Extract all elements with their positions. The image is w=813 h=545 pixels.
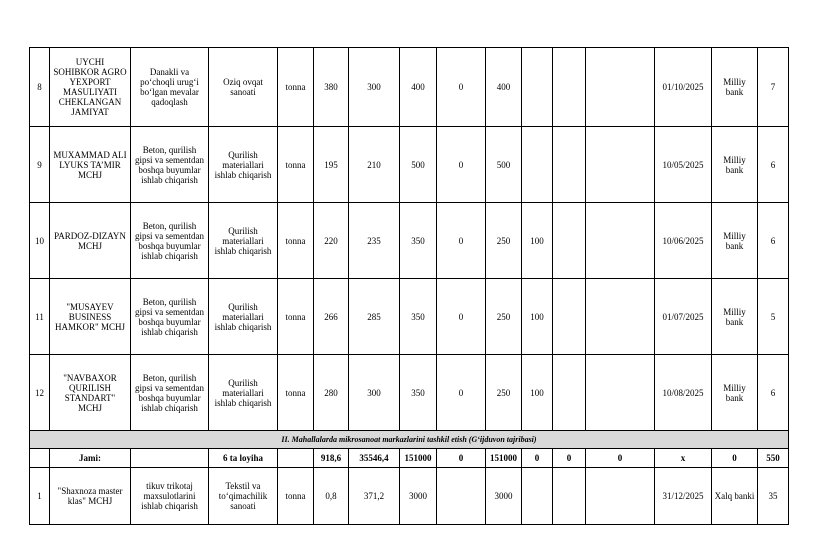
total-cell: 0 (553, 449, 586, 468)
table-row (30, 279, 813, 355)
own-funds: 0 (437, 203, 486, 279)
unit: tonna (278, 279, 314, 355)
own-funds: 0 (437, 127, 486, 203)
unit: tonna (278, 203, 314, 279)
row-number: 12 (30, 355, 50, 431)
value: 300 (349, 48, 400, 127)
row-number: 11 (30, 279, 50, 355)
unit: tonna (278, 127, 314, 203)
unit: tonna (278, 468, 314, 525)
bank-credit: 500 (486, 127, 522, 203)
total-other-funds: 0 (522, 449, 553, 468)
bank-credit: 3000 (486, 468, 522, 525)
activity: Beton, qurilish gipsi va sementdan boshqa buyumlar ishlab chiqarish (131, 127, 209, 203)
table-row (30, 127, 813, 203)
total-cell (278, 449, 314, 468)
row-number: 8 (30, 48, 50, 127)
company-name: "Shaxnoza master klas" MCHJ (50, 468, 131, 525)
company-name: UYCHI SOHIBKOR AGRO YEXPORT MASULIYATI CHEKLANGAN JAMIYAT (50, 48, 131, 127)
activity: Beton, qurilish gipsi va sementdan boshqa buyumlar ishlab chiqarish (131, 203, 209, 279)
blank-cell (553, 355, 586, 431)
blank-cell (586, 468, 655, 525)
unit: tonna (278, 48, 314, 127)
total-row (30, 449, 813, 468)
total-value: 35546,4 (349, 449, 400, 468)
jobs: 6 (758, 203, 789, 279)
blank-cell (586, 279, 655, 355)
company-name: MUXAMMAD ALI LYUKS TA’MIR MCHJ (50, 127, 131, 203)
project-cost: 500 (400, 127, 437, 203)
table-row (30, 355, 813, 431)
activity: tikuv trikotaj maxsulotlarini ishlab chiqarish (131, 468, 209, 525)
value: 235 (349, 203, 400, 279)
company-name: "MUSAYEV BUSINESS HAMKOR" MCHJ (50, 279, 131, 355)
capacity: 220 (314, 203, 349, 279)
jobs: 7 (758, 48, 789, 127)
sector: Qurilish materiallari ishlab chiqarish (209, 127, 278, 203)
capacity: 195 (314, 127, 349, 203)
sector: Qurilish materiallari ishlab chiqarish (209, 203, 278, 279)
value: 285 (349, 279, 400, 355)
capacity: 380 (314, 48, 349, 127)
total-cell: 0 (586, 449, 655, 468)
total-project-cost: 151000 (400, 449, 437, 468)
bank-name: Milliy bank (712, 279, 758, 355)
bank-name: Milliy bank (712, 127, 758, 203)
capacity: 0,8 (314, 468, 349, 525)
report-table (29, 47, 813, 525)
total-jobs: 550 (758, 449, 789, 468)
blank-cell (553, 48, 586, 127)
launch-date: 10/06/2025 (655, 203, 712, 279)
total-date: x (655, 449, 712, 468)
other-funds (522, 48, 553, 127)
bank-credit: 250 (486, 355, 522, 431)
launch-date: 31/12/2025 (655, 468, 712, 525)
blank-cell (553, 127, 586, 203)
total-bank-credit: 151000 (486, 449, 522, 468)
launch-date: 10/08/2025 (655, 355, 712, 431)
blank-cell (586, 203, 655, 279)
total-capacity: 918,6 (314, 449, 349, 468)
blank-cell (586, 127, 655, 203)
other-funds: 100 (522, 355, 553, 431)
blank-cell (586, 48, 655, 127)
table-row (30, 203, 813, 279)
value: 210 (349, 127, 400, 203)
sector: Qurilish materiallari ishlab chiqarish (209, 355, 278, 431)
sector: Qurilish materiallari ishlab chiqarish (209, 279, 278, 355)
activity: Beton, qurilish gipsi va sementdan boshqa buyumlar ishlab chiqarish (131, 355, 209, 431)
jobs: 6 (758, 127, 789, 203)
bank-name: Xalq banki (712, 468, 758, 525)
activity: Danakli va po‘choqli urug‘i bo‘lgan mevalar qadoqlash (131, 48, 209, 127)
blank-cell (553, 468, 586, 525)
blank-cell (30, 449, 50, 468)
bank-name: Milliy bank (712, 355, 758, 431)
row-number: 10 (30, 203, 50, 279)
project-cost: 350 (400, 355, 437, 431)
blank-cell (553, 203, 586, 279)
other-funds (522, 127, 553, 203)
value: 300 (349, 355, 400, 431)
unit: tonna (278, 355, 314, 431)
section-header-row (30, 431, 813, 449)
sector: Tekstil va to‘qimachilik sanoati (209, 468, 278, 525)
table-row (30, 48, 813, 127)
total-label: Jami: (50, 449, 131, 468)
company-name: PARDOZ-DIZAYN MCHJ (50, 203, 131, 279)
jobs: 35 (758, 468, 789, 525)
bank-name: Milliy bank (712, 203, 758, 279)
own-funds: 0 (437, 355, 486, 431)
total-cell (131, 449, 209, 468)
sector: Oziq ovqat sanoati (209, 48, 278, 127)
capacity: 266 (314, 279, 349, 355)
section-title: II. Mahallalarda mikrosanoat markazlarini tashkil etish (G‘ijduvon tajribasi) (30, 431, 789, 449)
row-number: 1 (30, 468, 50, 525)
project-cost: 400 (400, 48, 437, 127)
jobs: 6 (758, 355, 789, 431)
own-funds: 0 (437, 48, 486, 127)
project-cost: 3000 (400, 468, 437, 525)
own-funds (437, 468, 486, 525)
company-name: "NAVBAXOR QURILISH STANDART" MCHJ (50, 355, 131, 431)
other-funds: 100 (522, 279, 553, 355)
table-row (30, 468, 813, 525)
value: 371,2 (349, 468, 400, 525)
jobs: 5 (758, 279, 789, 355)
total-project-count: 6 ta loyiha (209, 449, 278, 468)
capacity: 280 (314, 355, 349, 431)
project-cost: 350 (400, 203, 437, 279)
blank-cell (586, 355, 655, 431)
bank-credit: 250 (486, 203, 522, 279)
total-bank: 0 (712, 449, 758, 468)
bank-credit: 250 (486, 279, 522, 355)
launch-date: 01/10/2025 (655, 48, 712, 127)
launch-date: 01/07/2025 (655, 279, 712, 355)
total-own-funds: 0 (437, 449, 486, 468)
blank-cell (553, 279, 586, 355)
bank-name: Milliy bank (712, 48, 758, 127)
activity: Beton, qurilish gipsi va sementdan boshqa buyumlar ishlab chiqarish (131, 279, 209, 355)
own-funds: 0 (437, 279, 486, 355)
project-cost: 350 (400, 279, 437, 355)
bank-credit: 400 (486, 48, 522, 127)
launch-date: 10/05/2025 (655, 127, 712, 203)
row-number: 9 (30, 127, 50, 203)
other-funds: 100 (522, 203, 553, 279)
other-funds (522, 468, 553, 525)
